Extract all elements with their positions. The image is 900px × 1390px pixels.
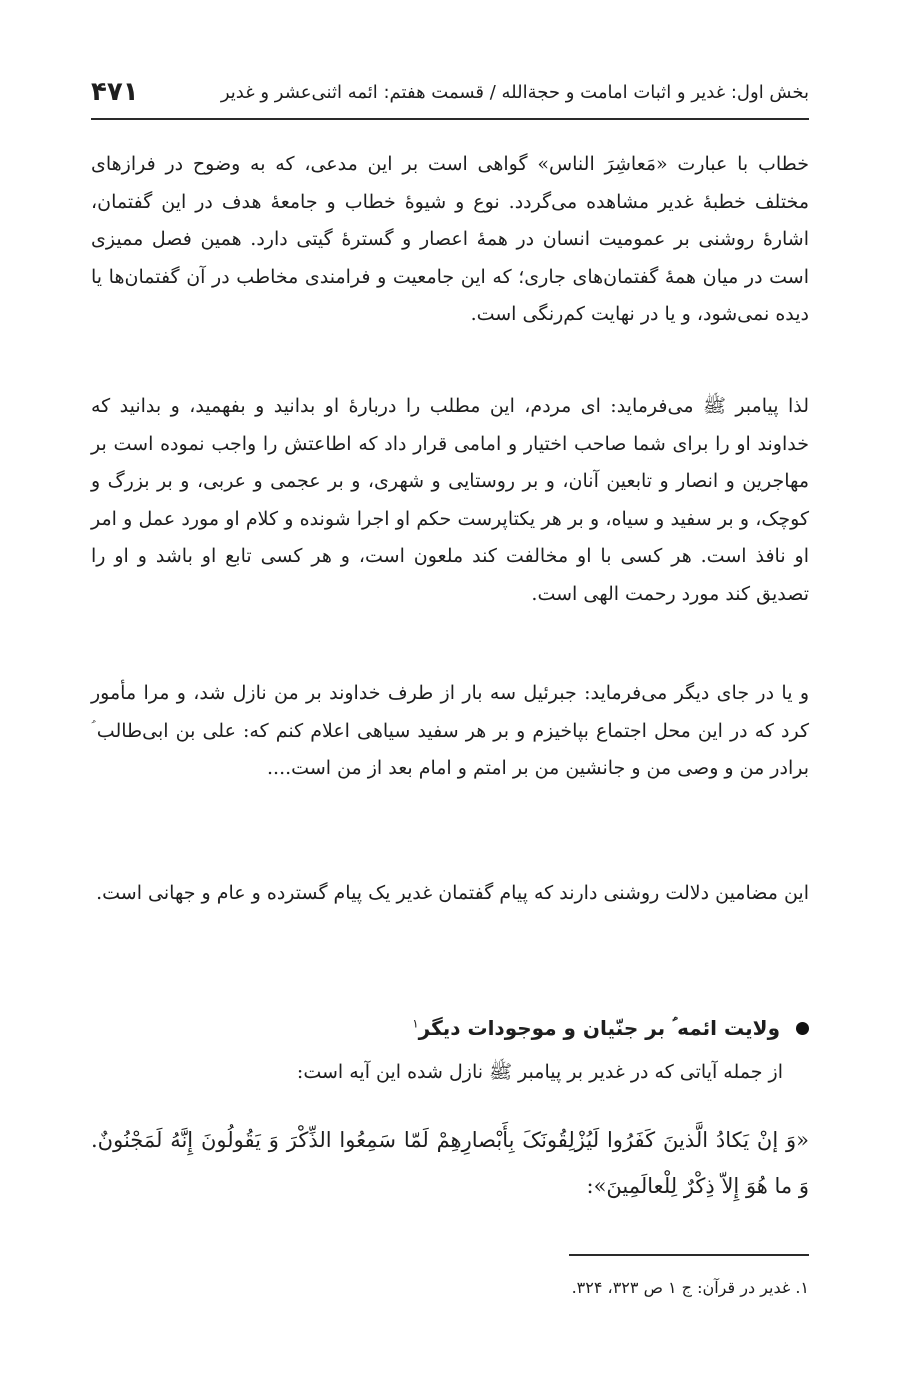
section-heading-text	[412, 1016, 780, 1040]
footnote-divider	[569, 1254, 809, 1256]
running-header	[91, 72, 809, 112]
page-number: ۴۷۱	[91, 77, 139, 107]
section-intro: از جمله آیاتی که در غدیر بر پیامبر ﷺ نازل شده این آیه است:	[296, 1061, 783, 1083]
header-divider	[91, 118, 809, 120]
footnote: ۱. غدیر در قرآن: ج ۱ ص ۳۲۳، ۳۲۴.	[571, 1278, 809, 1297]
section-heading-label: ولایت ائمه ؑ بر جنّیان و موجودات دیگر	[418, 1016, 780, 1040]
paragraph-1: خطاب با عبارت «مَعاشِرَ الناس» گواهی است بر این مدعی، که به وضوح در فرازهای مختلف خطبهٔ غدیر مشاهده می‌گردد. نوع و شیوهٔ خطاب و جامعهٔ هدف در این گفتمان، اشارهٔ روشنی بر عمومیت انسان در همهٔ اعصار و گسترهٔ گیتی دارد. همین فصل ممیزی است در میان همهٔ گفتمان‌های جاری؛ که این جامعیت و فرامندی مخاطب در آن گفتمان‌ها یا دیده نمی‌شود، و یا در نهایت کم‌رنگی است.	[91, 153, 809, 325]
quran-verse: «وَ إنْ یَکادُ الَّذینَ کَفَرُوا لَیُزْلِقُونَکَ بِأَبْصارِهِمْ لَمّا سَمِعُوا الذِّکْرَ وَ یَقُولُونَ إِنَّهُ لَمَجْنُونٌ. وَ ما هُوَ إِلاّ ذِکْرٌ لِلْعالَمِینَ»:	[91, 1128, 809, 1198]
book-page	[91, 0, 809, 1390]
paragraph-3: و یا در جای دیگر می‌فرماید: جبرئیل سه بار از طرف خداوند بر من نازل شد، و مرا مأمور کرد که در این محل اجتماع بپاخیزم و بر هر سفید سیاهی اعلام کنم که: علی بن ابی‌طالب ؑ برادر من و وصی من و جانشین من بر امتم و امام بعد از من است....	[91, 682, 809, 779]
footnote-marker[interactable]: ۱	[412, 1016, 419, 1031]
paragraph-2: لذا پیامبر ﷺ می‌فرماید: ای مردم، این مطلب را دربارهٔ او بدانید و بفهمید، و بدانید که خداوند او را برای شما صاحب اختیار و امامی قرار داد که اطاعتش را واجب نموده است بر مهاجرین و انصار و تابعین آنان، و بر روستایی و شهری، و بر عجمی و عربی، و بر بزرگ و کوچک، و بر سفید و سیاه، و بر هر یکتاپرست حکم او اجرا شونده و کلام او مورد عمل و امر او نافذ است. هر کسی با او مخالفت کند ملعون است، و هر کسی تابع او باشد و او را تصدیق کند مورد رحمت الهی است.	[91, 395, 809, 605]
bullet-icon	[796, 1022, 809, 1035]
running-header-title: بخش اول: غدیر و اثبات امامت و حجةالله / قسمت هفتم: ائمه اثنی‌عشر و غدیر	[220, 81, 809, 103]
section-heading	[91, 1008, 809, 1048]
paragraph-4: این مضامین دلالت روشنی دارند که پیام گفتمان غدیر یک پیام گسترده و عام و جهانی است.	[96, 882, 809, 904]
